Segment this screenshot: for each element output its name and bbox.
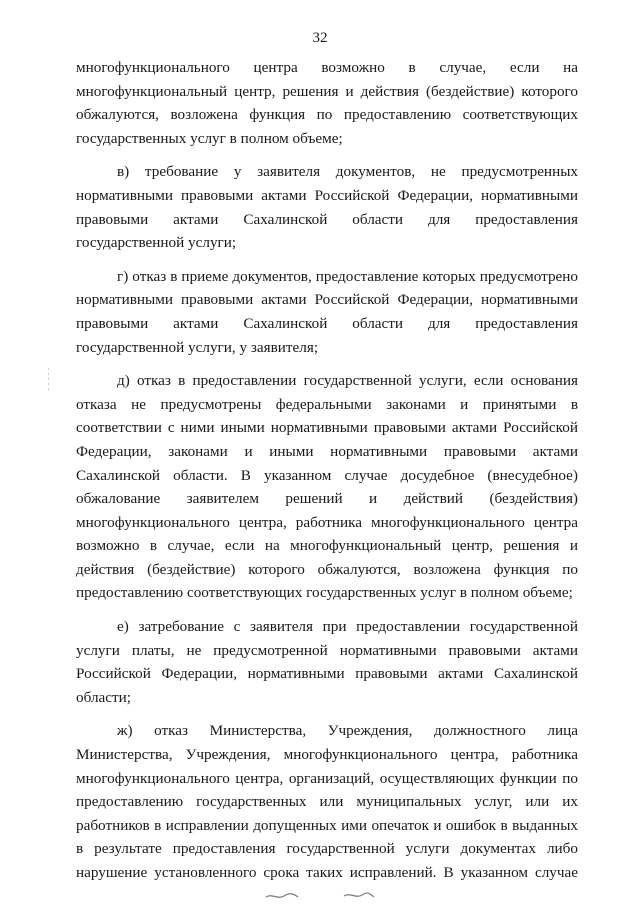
- paragraph-continuation: многофункционального центра возможно в случае, если на многофункциональный центр, решения и действия (бездействие) которого обжалуются, возложена функция по предоставлению соответствующих государственных услуг в полном объеме;: [76, 59, 578, 147]
- page-number: 32: [312, 30, 328, 46]
- scan-margin-mark: [47, 368, 49, 392]
- paragraph-item-zh: ж) отказ Министерства, Учреждения, должностного лица Министерства, Учреждения, многофункционального центра, работника многофункционального центра, организаций, осуществляющих функции по предоставлению государственных или муниципальных услуг, или их работников в исправлении допущенных ими опечаток и ошибок в выданных в результате предоставления государственной услуги документах либо нарушение установленного срока таких исправлений. В указанном случае: [76, 722, 578, 881]
- paragraph-item-d: д) отказ в предоставлении государственной услуги, если основания отказа не предусмотрены федеральными законами и принятыми в соответствии с ними иными нормативными правовыми актами Российской Федерации, законами и иными нормативными правовыми актами Сахалинской области. В указанном случае досудебное (внесудебное) обжалование заявителем решений и действий (бездействия) многофункционального центра, работника многофункционального центра возможно в случае, если на многофункциональный центр, решения и действия (бездействие) которого обжалуются, возложена функция по предоставлению соответствующих государственных услуг в полном объеме;: [76, 372, 578, 602]
- paragraph-item-g: г) отказ в приеме документов, предоставление которых предусмотрено нормативными правовыми актами Российской Федерации, нормативными правовыми актами Сахалинской области для предоставления государственной услуги, у заявителя;: [76, 267, 578, 356]
- document-body: [76, 56, 578, 885]
- paragraph-item-e: е) затребование с заявителя при предоставлении государственной услуги платы, не предусмотренной нормативными правовыми актами Российской Федерации, нормативными правовыми актами Сахалинской области;: [76, 618, 578, 706]
- scan-bottom-smudge: [258, 888, 378, 902]
- paragraph-item-v: в) требование у заявителя документов, не предусмотренных нормативными правовыми актами Российской Федерации, нормативными правовыми актами Сахалинской области для предоставления государственной услуги;: [76, 163, 578, 252]
